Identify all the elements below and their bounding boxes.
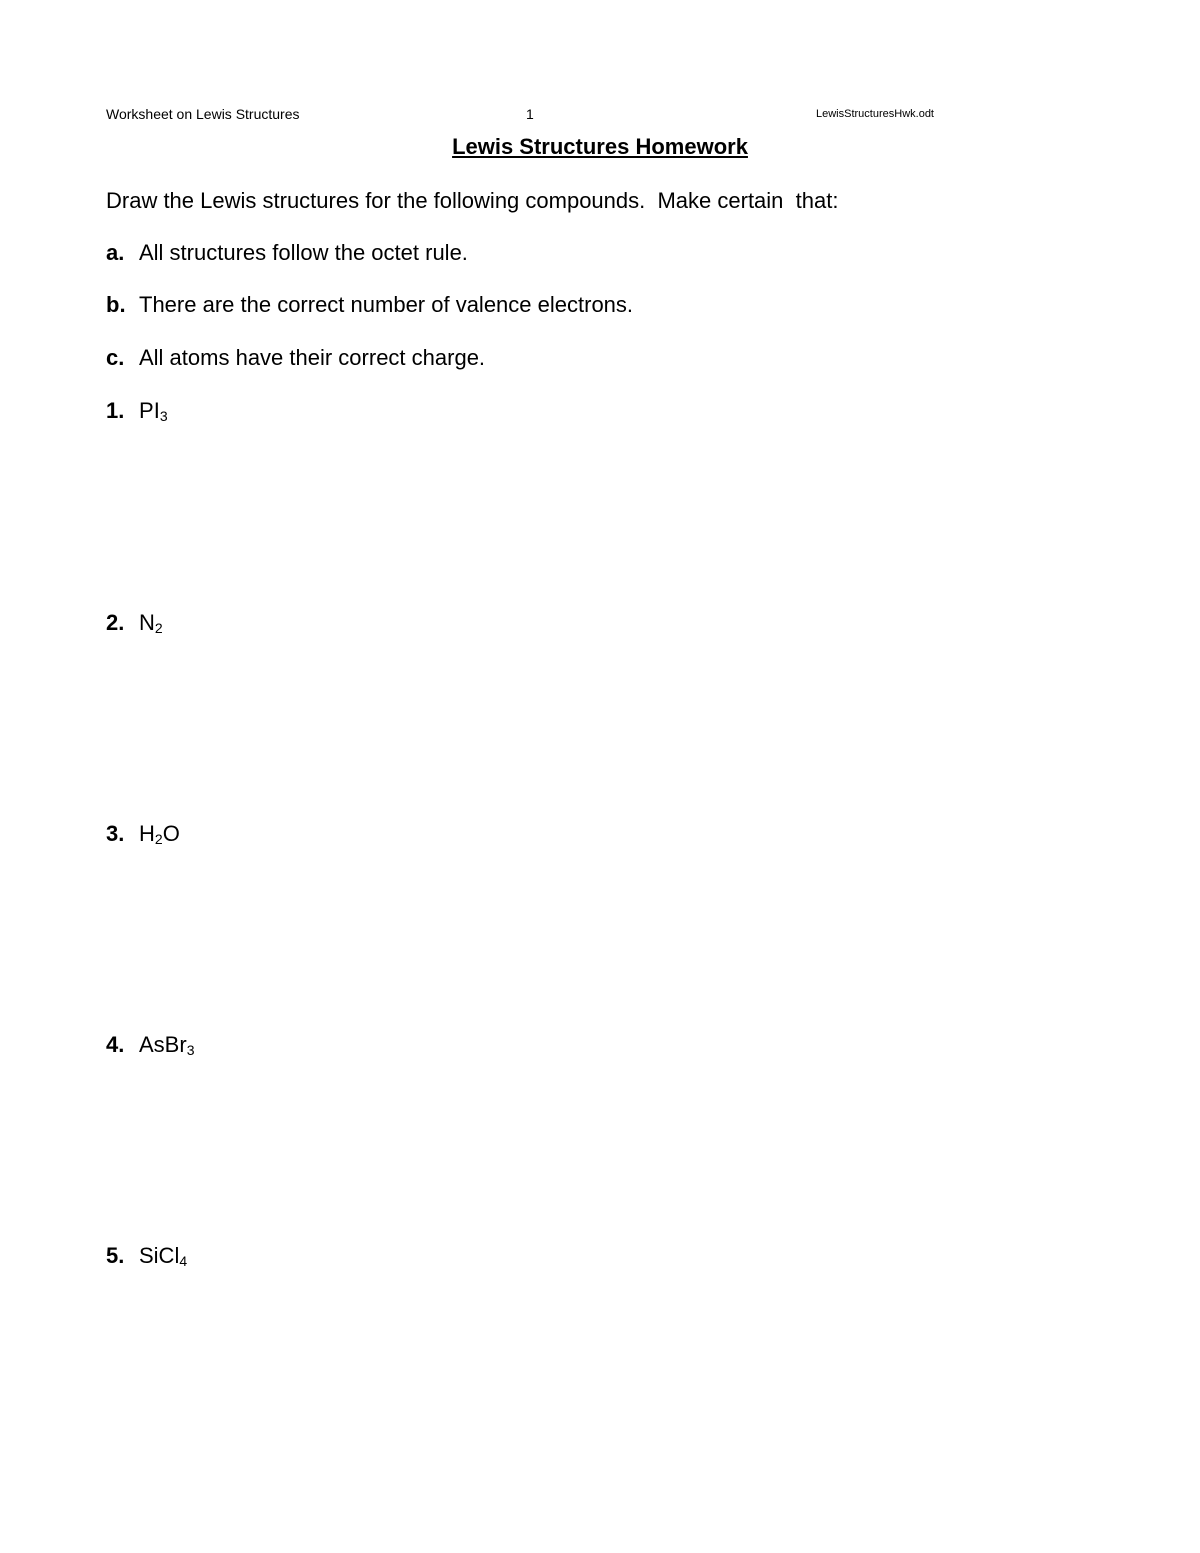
- formula-subscript: 3: [159, 408, 168, 424]
- problem-3: [106, 821, 180, 847]
- formula-subscript: 2: [154, 620, 163, 636]
- header-document-name: Worksheet on Lewis Structures: [106, 106, 300, 122]
- page-title: Lewis Structures Homework: [452, 134, 748, 159]
- problem-5: [106, 1243, 187, 1269]
- problem-number: 2.: [106, 610, 125, 635]
- header-page-number: 1: [526, 106, 534, 122]
- criterion-letter: a.: [106, 240, 125, 265]
- formula-part: SiCl: [139, 1243, 180, 1268]
- criterion-text: All structures follow the octet rule.: [139, 240, 468, 265]
- criterion-text: There are the correct number of valence electrons.: [139, 292, 634, 317]
- instructions: Draw the Lewis structures for the following compounds. Make certain that:: [106, 188, 839, 213]
- criterion-letter: c.: [106, 345, 125, 370]
- criterion-b: [106, 292, 633, 318]
- criterion-a: [106, 240, 468, 266]
- problem-number: 5.: [106, 1243, 125, 1268]
- formula-subscript: 4: [179, 1253, 188, 1269]
- formula-part: AsBr: [139, 1032, 187, 1057]
- header-file-name: LewisStructuresHwk.odt: [816, 108, 934, 120]
- formula-part: H: [139, 821, 155, 846]
- formula-subscript: 3: [186, 1042, 195, 1058]
- page-header: [0, 106, 1200, 126]
- formula-subscript: 2: [154, 831, 163, 847]
- criterion-c: [106, 345, 485, 371]
- problem-number: 3.: [106, 821, 125, 846]
- problem-number: 4.: [106, 1032, 125, 1057]
- formula-part: P: [139, 398, 154, 423]
- criterion-letter: b.: [106, 292, 126, 317]
- formula-part: O: [162, 821, 180, 846]
- formula-part: N: [139, 610, 155, 635]
- problem-number: 1.: [106, 398, 125, 423]
- criterion-text: All atoms have their correct charge.: [139, 345, 486, 370]
- formula-part: I: [153, 398, 160, 423]
- problem-1: [106, 398, 168, 424]
- problem-2: [106, 610, 163, 636]
- problem-4: [106, 1032, 194, 1058]
